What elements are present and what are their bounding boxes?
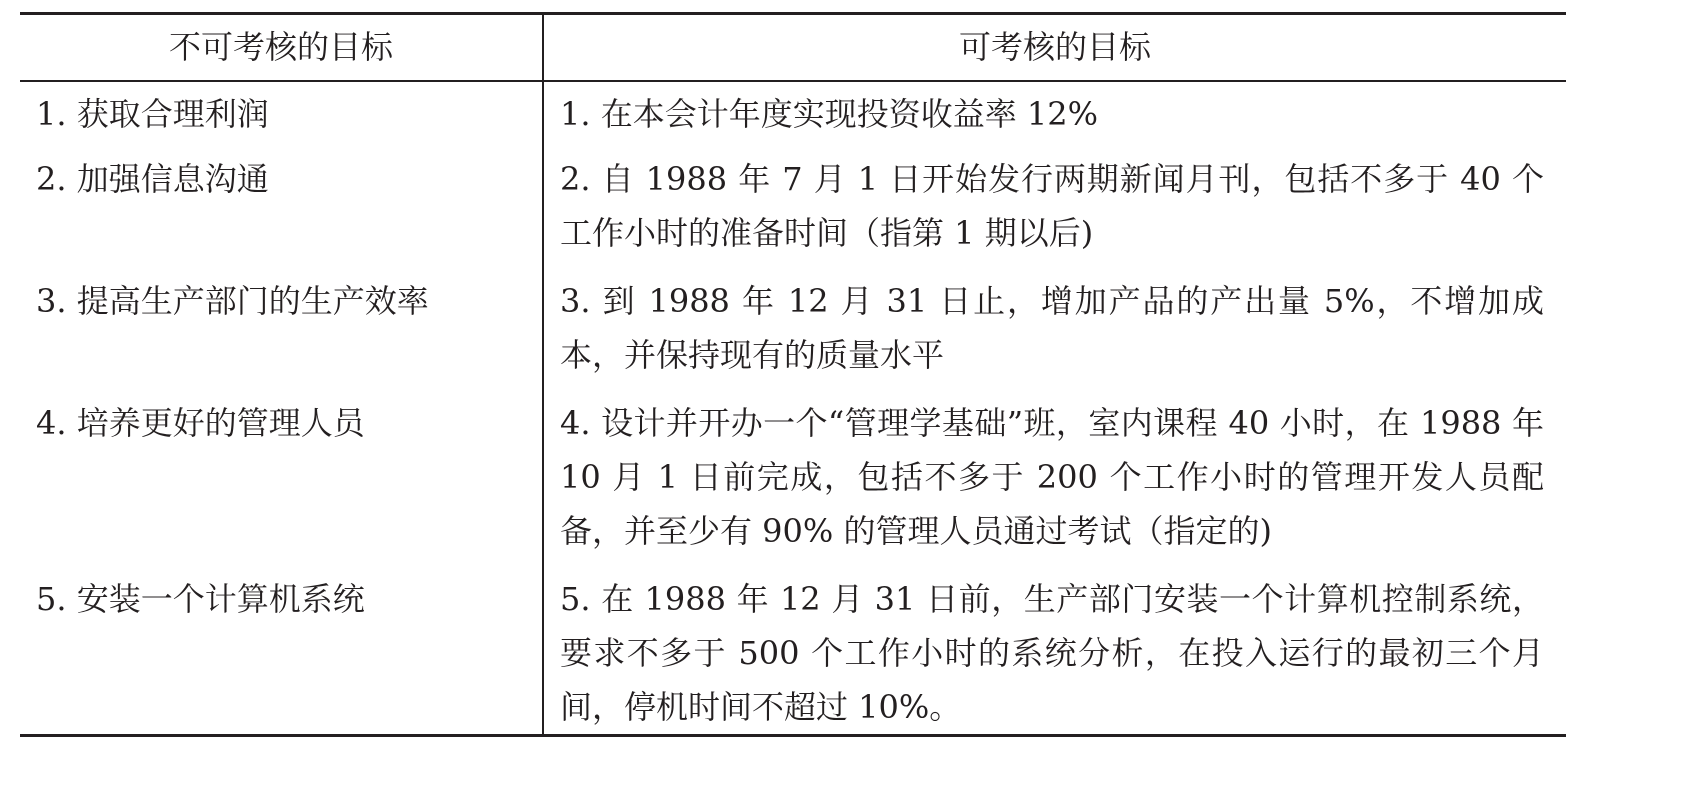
verifiable-goal-4: 4. 设计并开办一个“管理学基础”班，室内课程 40 小时，在 1988 年 10 月 1 日前完成，包括不多于 200 个工作小时的管理开发人员配备，并至少有 90% 的管理人员通过考试（指定的) <box>560 404 1544 550</box>
non-verifiable-goal-4: 4. 培养更好的管理人员 <box>36 404 365 442</box>
header-non-verifiable-goals: 不可考核的目标 <box>168 28 393 66</box>
table-top-rule <box>20 12 1566 15</box>
verifiable-goal-3: 3. 到 1988 年 12 月 31 日止，增加产品的产出量 5%，不增加成本，并保持现有的质量水平 <box>560 282 1544 374</box>
non-verifiable-goal-1: 1. 获取合理利润 <box>36 95 269 133</box>
objectives-table <box>20 12 1566 738</box>
column-divider <box>542 14 544 735</box>
table-bottom-rule <box>20 734 1566 737</box>
non-verifiable-goal-3: 3. 提高生产部门的生产效率 <box>36 282 429 320</box>
verifiable-goal-5: 5. 在 1988 年 12 月 31 日前，生产部门安装一个计算机控制系统，要求不多于 500 个工作小时的系统分析，在投入运行的最初三个月间，停机时间不超过 10%。 <box>560 580 1544 726</box>
verifiable-goal-1: 1. 在本会计年度实现投资收益率 12% <box>560 95 1099 133</box>
verifiable-goal-2: 2. 自 1988 年 7 月 1 日开始发行两期新闻月刊，包括不多于 40 个工作小时的准备时间（指第 1 期以后) <box>560 160 1544 252</box>
non-verifiable-goal-5: 5. 安装一个计算机系统 <box>36 580 365 618</box>
non-verifiable-goal-2: 2. 加强信息沟通 <box>36 160 269 198</box>
header-verifiable-goals: 可考核的目标 <box>958 28 1151 66</box>
table-header-rule <box>20 80 1566 82</box>
